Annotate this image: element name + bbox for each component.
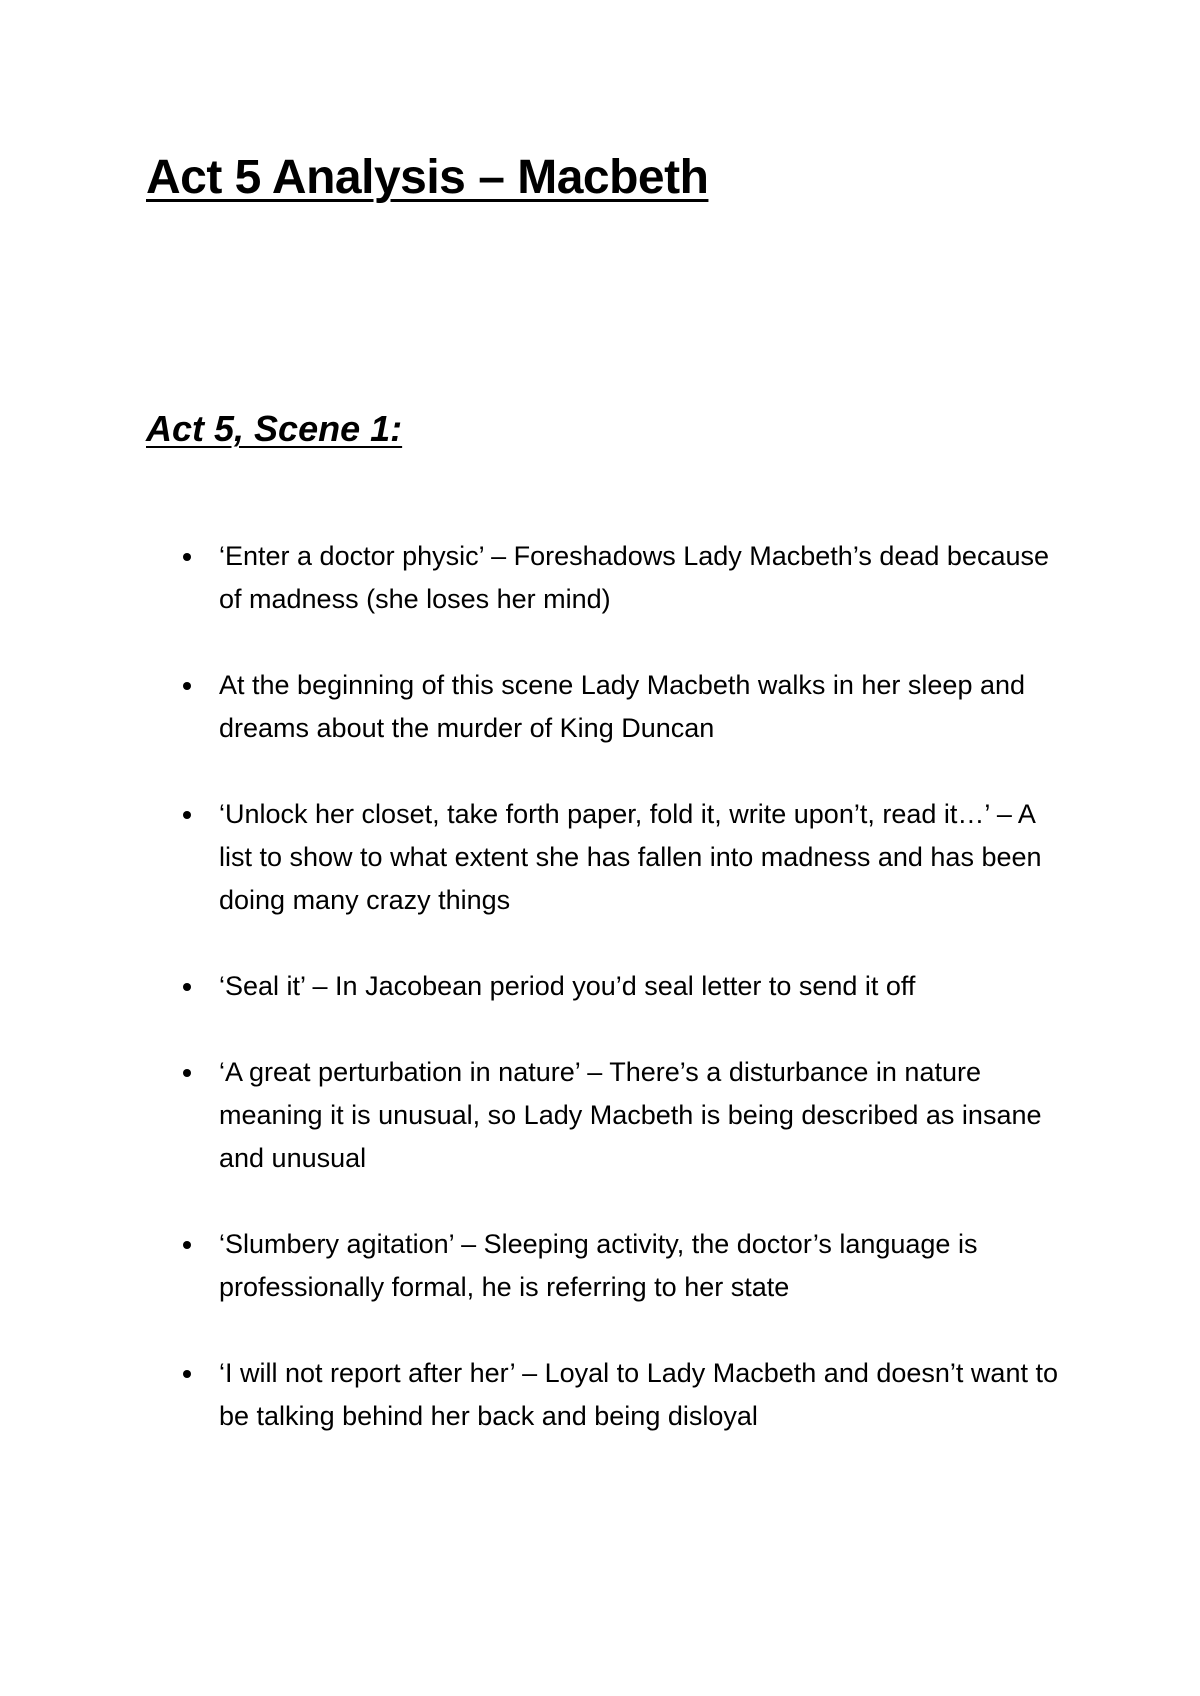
bullet-icon (183, 1370, 191, 1378)
list-item (0, 1051, 1069, 1180)
bullet-icon (183, 1069, 191, 1077)
bullet-icon (183, 553, 191, 561)
bullet-text: At the beginning of this scene Lady Macbeth walks in her sleep and dreams about the murder of King Duncan (219, 670, 1026, 743)
bullet-list (0, 535, 1200, 1481)
bullet-icon (183, 811, 191, 819)
bullet-text: ‘Enter a doctor physic’ – Foreshadows Lady Macbeth’s dead because of madness (she loses her mind) (219, 541, 1049, 614)
list-item (0, 1223, 1069, 1309)
list-item (0, 1352, 1069, 1438)
list-item (0, 793, 1069, 922)
list-item (0, 535, 1069, 621)
bullet-icon (183, 983, 191, 991)
list-item (0, 965, 1069, 1008)
bullet-text: ‘Unlock her closet, take forth paper, fold it, write upon’t, read it…’ – A list to show to what extent she has fallen into madness and has been doing many crazy things (219, 799, 1042, 915)
bullet-text: ‘I will not report after her’ – Loyal to Lady Macbeth and doesn’t want to be talking behind her back and being disloyal (219, 1358, 1058, 1431)
bullet-icon (183, 1241, 191, 1249)
document-title: Act 5 Analysis – Macbeth (146, 151, 709, 204)
bullet-text: ‘A great perturbation in nature’ – There’s a disturbance in nature meaning it is unusual, so Lady Macbeth is being described as insane and unusual (219, 1057, 1042, 1173)
bullet-text: ‘Seal it’ – In Jacobean period you’d seal letter to send it off (219, 971, 916, 1001)
bullet-icon (183, 682, 191, 690)
list-item (0, 664, 1069, 750)
bullet-text: ‘Slumbery agitation’ – Sleeping activity, the doctor’s language is professionally formal, he is referring to her state (219, 1229, 978, 1302)
section-heading: Act 5, Scene 1: (146, 408, 403, 449)
